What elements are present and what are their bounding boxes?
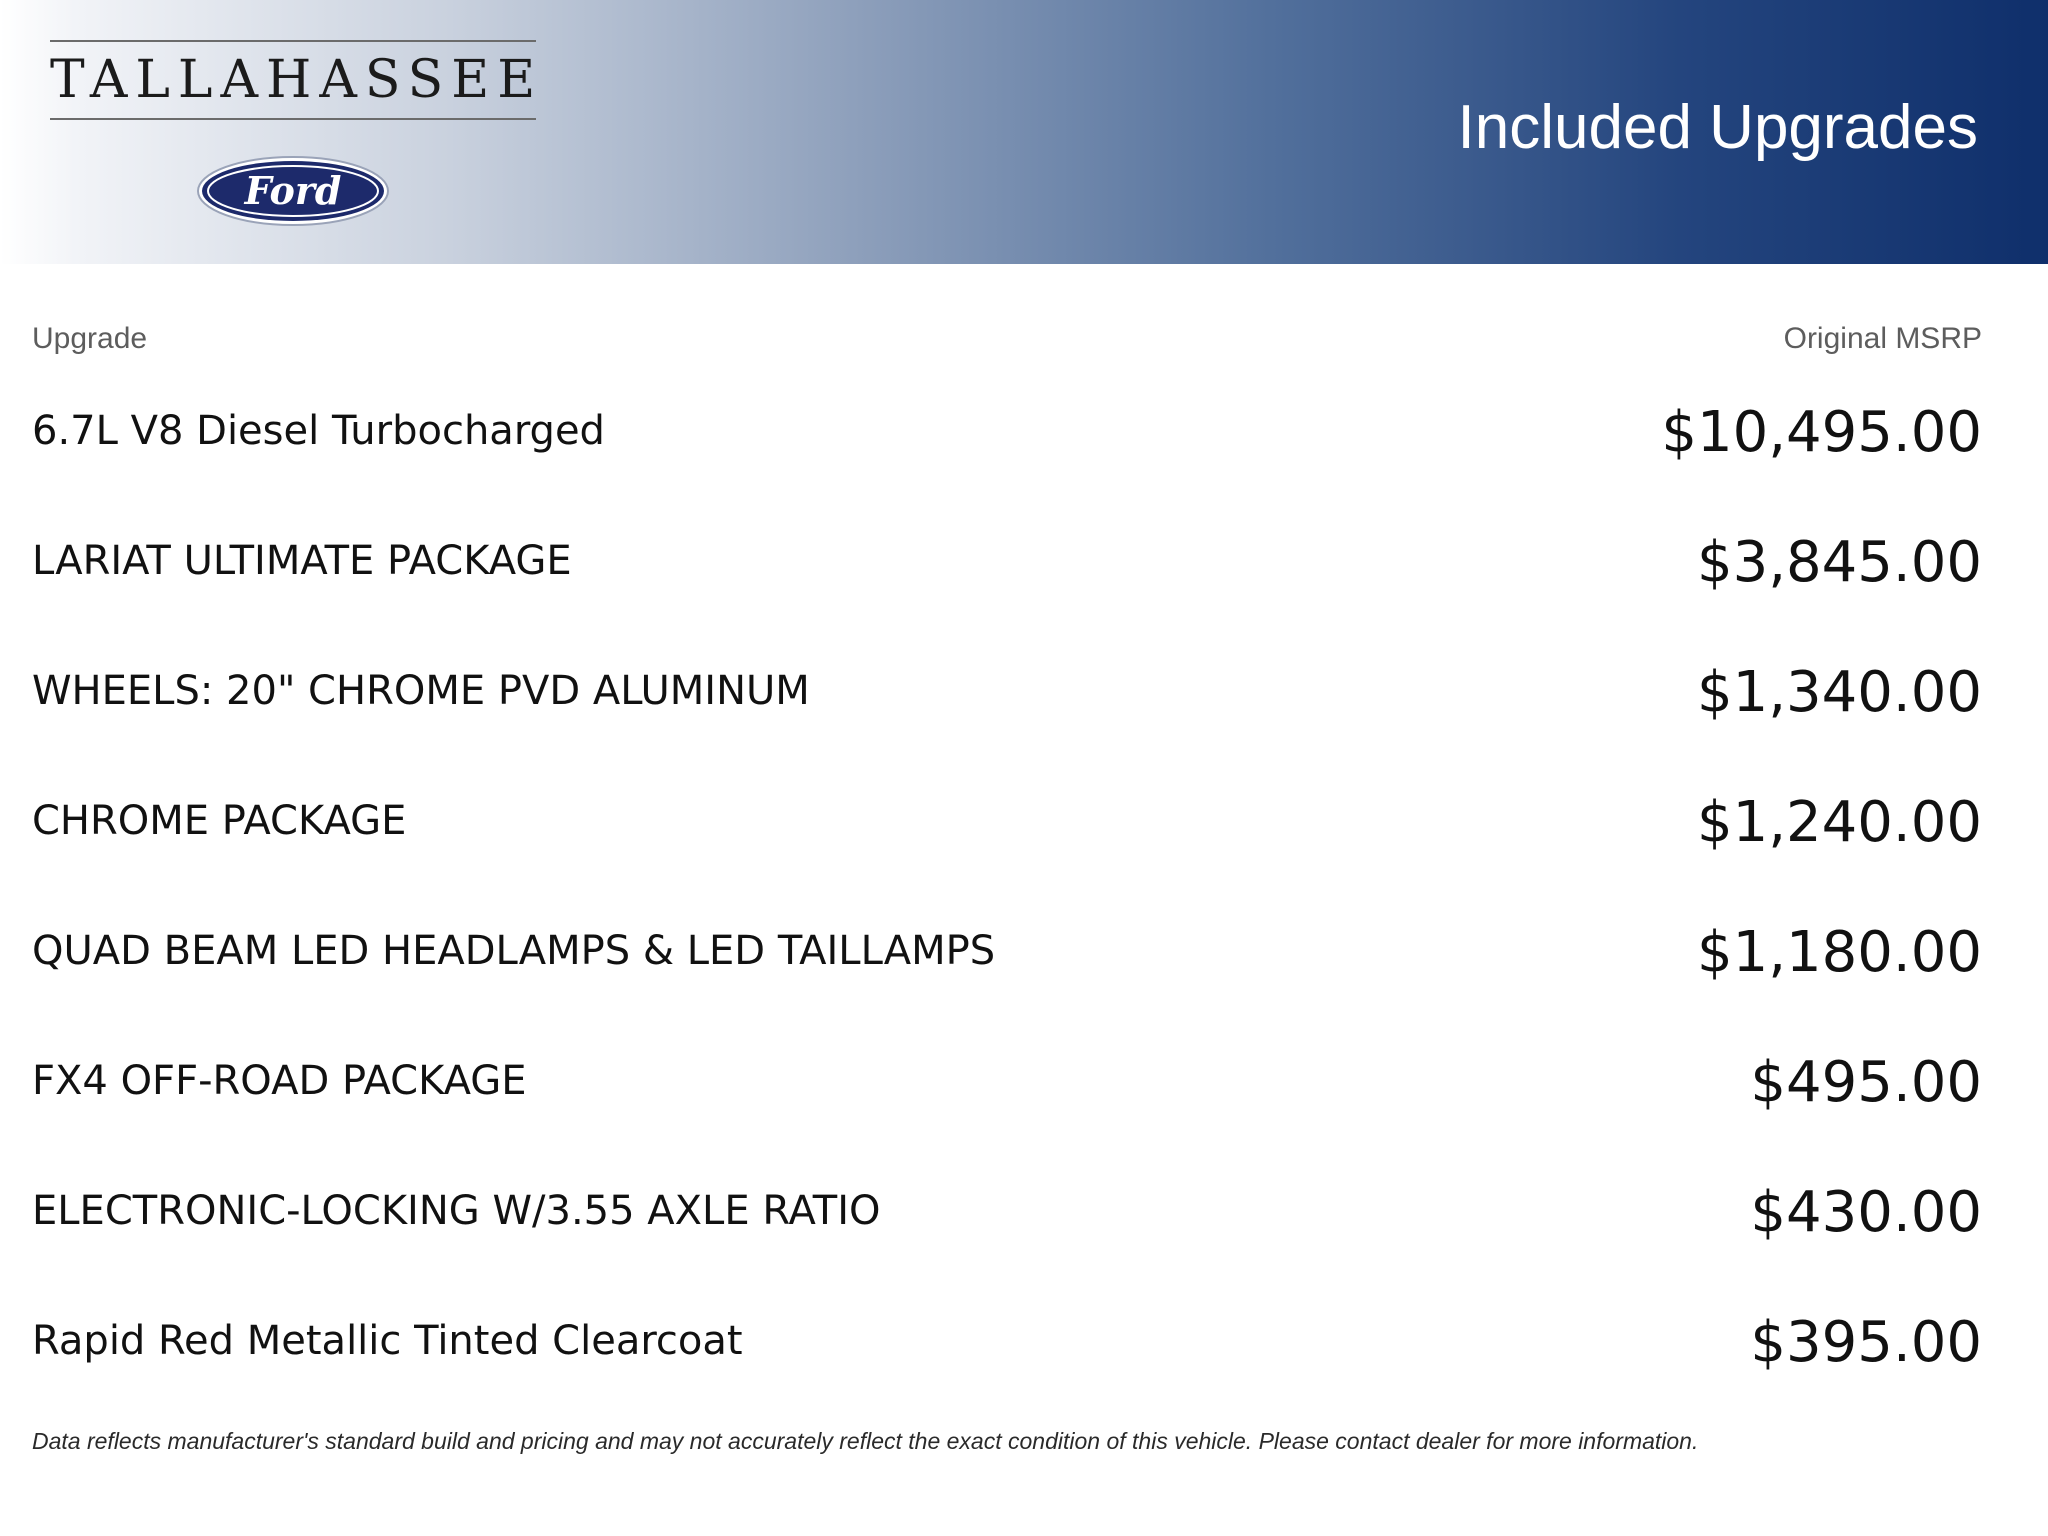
brand-rule-bottom [50,118,536,120]
dealer-name: TALLAHASSEE [50,50,544,110]
table-row [0,760,2048,890]
upgrade-msrp: $10,495.00 [1661,400,1982,465]
ford-logo [195,154,391,228]
upgrade-msrp: $1,180.00 [1696,920,1982,985]
upgrade-msrp: $395.00 [1750,1310,1982,1375]
column-header-upgrade: Upgrade [32,322,148,355]
upgrade-msrp: $1,340.00 [1696,660,1982,725]
upgrade-name: WHEELS: 20" CHROME PVD ALUMINUM [32,668,810,714]
page-title: Included Upgrades [1457,93,1978,162]
table-row [0,1280,2048,1410]
disclaimer-text: Data reflects manufacturer's standard build and pricing and may not accurately reflect the exact condition of this vehicle. Please contact dealer for more information. [32,1428,1699,1454]
upgrades-list [0,370,2048,1410]
upgrade-name: CHROME PACKAGE [32,798,407,844]
dealer-brand [50,40,544,120]
upgrade-msrp: $1,240.00 [1696,790,1982,855]
table-row [0,1020,2048,1150]
table-row [0,500,2048,630]
upgrade-name: ELECTRONIC-LOCKING W/3.55 AXLE RATIO [32,1188,881,1234]
upgrade-msrp: $3,845.00 [1696,530,1982,595]
header-banner [0,0,2048,264]
table-row [0,890,2048,1020]
upgrade-msrp: $495.00 [1750,1050,1982,1115]
upgrade-name: LARIAT ULTIMATE PACKAGE [32,538,572,584]
table-row [0,630,2048,760]
ford-logo-text: Ford [244,168,342,213]
upgrade-name: 6.7L V8 Diesel Turbocharged [32,408,605,454]
upgrade-name: FX4 OFF-ROAD PACKAGE [32,1058,527,1104]
upgrade-name: Rapid Red Metallic Tinted Clearcoat [32,1318,743,1364]
table-row [0,1150,2048,1280]
upgrade-name: QUAD BEAM LED HEADLAMPS & LED TAILLAMPS [32,928,996,974]
table-row [0,370,2048,500]
upgrade-msrp: $430.00 [1750,1180,1982,1245]
column-header-msrp: Original MSRP [1783,322,1982,355]
